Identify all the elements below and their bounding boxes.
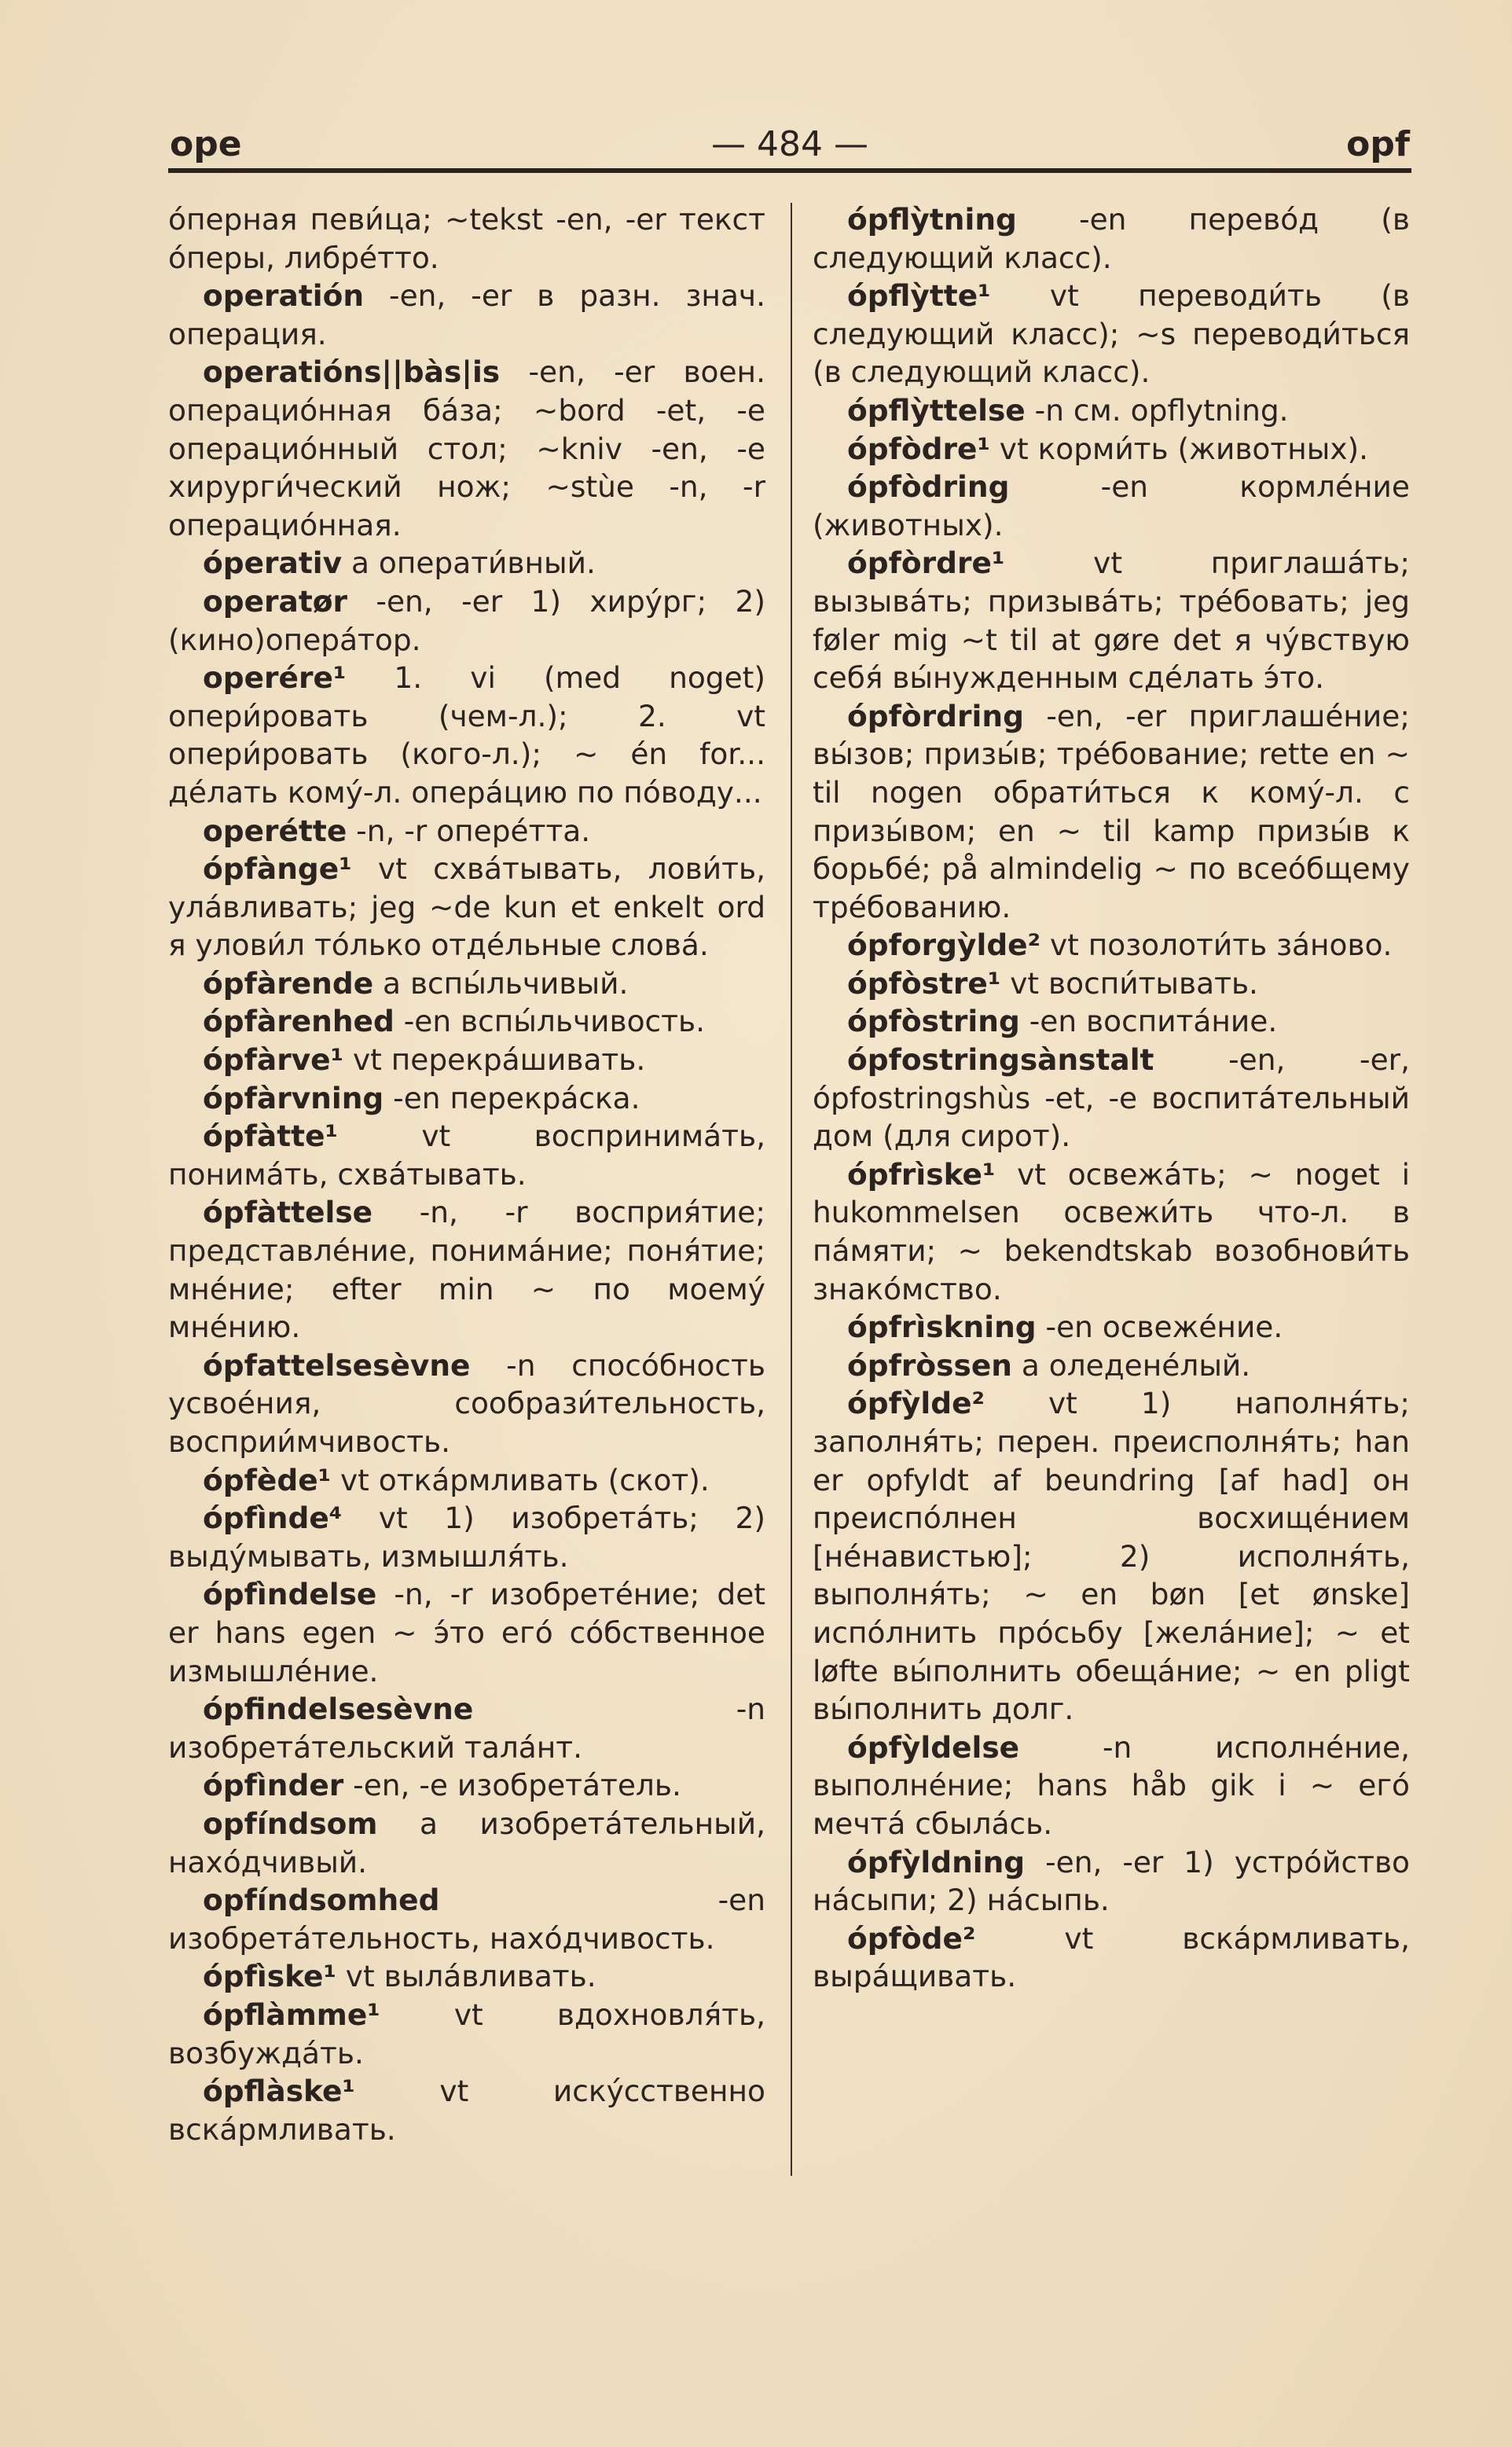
entry-definition: -en воспита́ние. bbox=[1019, 1004, 1278, 1039]
entry-definition: vt вска́рмливать, выра́щивать. bbox=[813, 1920, 1410, 1994]
dictionary-entry bbox=[168, 2072, 765, 2148]
entry-headword: operétte bbox=[203, 813, 347, 848]
left-column bbox=[168, 200, 765, 2148]
entry-definition: -en, -er 1) хиру́рг; 2) (кино)опера́тор. bbox=[168, 583, 765, 657]
dictionary-entry bbox=[168, 1575, 765, 1690]
dictionary-entry bbox=[168, 1996, 765, 2072]
entry-definition: -n исполне́ние, выполне́ние; hans håb gik i ~ его́ мечта́ сбыла́сь. bbox=[813, 1729, 1410, 1841]
entry-definition: a операти́вный. bbox=[342, 546, 596, 581]
dictionary-entry bbox=[168, 544, 765, 582]
dictionary-entry bbox=[168, 1193, 765, 1346]
entry-headword: ópfàrvning bbox=[203, 1080, 384, 1115]
entry-definition: -en изобрета́тельность, нахо́дчивость. bbox=[168, 1883, 765, 1956]
dictionary-entry bbox=[168, 1347, 765, 1461]
entry-headword: ópfỳlde² bbox=[847, 1386, 985, 1421]
entry-definition: -en перево́д (в следующий класс). bbox=[813, 202, 1410, 275]
entry-headword: ópfìnde⁴ bbox=[203, 1501, 343, 1536]
dictionary-entry bbox=[813, 1308, 1410, 1347]
dictionary-entry bbox=[813, 1041, 1410, 1156]
entry-headword: ópfàrende bbox=[203, 965, 374, 1001]
dictionary-entry bbox=[813, 277, 1410, 391]
dictionary-entry bbox=[168, 1957, 765, 1996]
entry-headword: operatør bbox=[203, 583, 348, 619]
entry-headword: ópfìnder bbox=[203, 1768, 344, 1803]
column-divider bbox=[791, 203, 792, 2176]
entry-definition: 1. vi (med noget) опери́ровать (чем-л.); 2. vt опери́ровать (кого-л.); ~ én for... де́лать кому́-л. опера́цию по по́воду... bbox=[168, 660, 765, 810]
entry-headword: ópfrìske¹ bbox=[847, 1156, 996, 1192]
page-header bbox=[170, 124, 1410, 171]
entry-definition: vt корми́ть (животных). bbox=[989, 431, 1369, 466]
entry-definition: -n спосо́бность усвое́ния, сообрази́тельность, восприи́мчивость. bbox=[168, 1347, 765, 1459]
dictionary-entry bbox=[813, 391, 1410, 430]
entry-definition: -en перекра́ска. bbox=[384, 1080, 640, 1115]
entry-headword: ópfỳldelse bbox=[847, 1729, 1020, 1765]
dictionary-entry bbox=[813, 200, 1410, 277]
dictionary-entry bbox=[168, 277, 765, 353]
entry-definition: -en, -er, ópfostringshùs -et, -e воспита́тельный дом (для сирот). bbox=[813, 1042, 1410, 1154]
dictionary-entry bbox=[168, 850, 765, 964]
dictionary-entry bbox=[168, 659, 765, 811]
entry-headword: ópfàrenhed bbox=[203, 1004, 395, 1039]
entry-headword: ópflàske¹ bbox=[203, 2074, 355, 2109]
dictionary-entry bbox=[168, 582, 765, 659]
dictionary-entry bbox=[813, 1347, 1410, 1385]
entry-definition: a изобрета́тельный, нахо́дчивый. bbox=[168, 1806, 765, 1879]
dictionary-entry bbox=[813, 544, 1410, 696]
entry-definition: -n см. opflytning. bbox=[1025, 392, 1289, 428]
dictionary-entry bbox=[813, 1156, 1410, 1308]
dictionary-entry bbox=[168, 812, 765, 851]
entry-headword: operatión bbox=[203, 278, 365, 314]
dictionary-entry bbox=[813, 964, 1410, 1003]
entry-headword: óperativ bbox=[203, 546, 343, 581]
dictionary-entry bbox=[813, 1729, 1410, 1843]
dictionary-entry bbox=[168, 1117, 765, 1193]
entry-definition: vt освежа́ть; ~ noget i hukommelsen освежи́ть что-л. в па́мяти; ~ bekendtskab возобнови́ть знако́мство. bbox=[813, 1156, 1410, 1306]
entry-headword: ópfòdre¹ bbox=[847, 431, 990, 466]
entry-definition: -en, -er приглаше́ние; вы́зов; призы́в; тре́бование; rette en ~ til nogen обрати́ться к кому́-л. с призы́вом; en ~ til kamp призы́в к борьбе́; på almindelig ~ по всео́бщему тре́бованию. bbox=[813, 698, 1410, 924]
entry-headword: ópfindelsesèvne bbox=[203, 1692, 474, 1727]
entry-headword: ópflỳtte¹ bbox=[847, 278, 991, 314]
entry-definition: vt переводи́ть (в следующий класс); ~s переводи́ться (в следующий класс). bbox=[813, 278, 1410, 390]
entry-definition: vt иску́сственно вска́рмливать. bbox=[168, 2074, 765, 2147]
header-right-guide-word: opf bbox=[1346, 124, 1410, 164]
dictionary-entry bbox=[813, 697, 1410, 927]
header-left-guide-word: ope bbox=[170, 124, 242, 164]
dictionary-entry bbox=[168, 1766, 765, 1805]
dictionary-entry bbox=[168, 1690, 765, 1766]
entry-definition: -n изобрета́тельский тала́нт. bbox=[168, 1692, 765, 1765]
entry-definition: -en, -e изобрета́тель. bbox=[343, 1768, 681, 1803]
entry-headword: ópflỳtning bbox=[847, 202, 1017, 237]
dictionary-entry bbox=[168, 1079, 765, 1118]
dictionary-entry bbox=[168, 1041, 765, 1079]
entry-definition: vt выла́вливать. bbox=[336, 1959, 596, 1994]
entry-definition: vt воспринима́ть, понима́ть, схва́тывать. bbox=[168, 1119, 765, 1192]
dictionary-entry bbox=[168, 200, 765, 277]
entry-headword: ópfòstring bbox=[847, 1004, 1020, 1039]
entry-headword: ópfìndelse bbox=[203, 1577, 377, 1612]
entry-headword: ópfìske¹ bbox=[203, 1959, 336, 1994]
dictionary-entry bbox=[813, 1843, 1410, 1920]
page-number: — 484 — bbox=[711, 124, 868, 164]
entry-definition: óперная певи́ца; ~tekst -en, -er текст óперы, либрéтто. bbox=[168, 202, 765, 275]
entry-headword: ópforgỳlde² bbox=[847, 928, 1041, 963]
dictionary-entry bbox=[168, 964, 765, 1003]
entry-headword: ópfòdring bbox=[847, 469, 1010, 505]
entry-definition: vt приглаша́ть; вызыва́ть; призыва́ть; тре́бовать; jeg føler mig ~t til at gøre det я чу́вствую себя́ вы́нужденным сде́лать э́то. bbox=[813, 546, 1410, 696]
entry-headword: ópfỳldning bbox=[847, 1844, 1026, 1879]
entry-definition: -n, -r изобрете́ние; det er hans egen ~ э́то его́ со́бственное измышле́ние. bbox=[168, 1577, 765, 1688]
dictionary-entry bbox=[813, 1384, 1410, 1728]
entry-definition: a оледене́лый. bbox=[1011, 1347, 1251, 1383]
dictionary-entry bbox=[813, 926, 1410, 964]
dictionary-entry bbox=[168, 353, 765, 544]
entry-definition: -en, -er 1) устро́йство на́сыпи; 2) на́сыпь. bbox=[813, 1844, 1410, 1918]
dictionary-entry bbox=[813, 1920, 1410, 1996]
entry-headword: ópfàttelse bbox=[203, 1195, 373, 1230]
right-column bbox=[813, 200, 1410, 1996]
entry-headword: ópfàrve¹ bbox=[203, 1042, 344, 1078]
dictionary-entry bbox=[168, 1499, 765, 1575]
entry-definition: vt схва́тывать, лови́ть, ула́вливать; jeg ~de kun et enkelt ord я улови́л то́лько отде́льные слова́. bbox=[168, 851, 765, 963]
entry-headword: ópfròssen bbox=[847, 1347, 1012, 1383]
dictionary-entry bbox=[168, 1461, 765, 1500]
entry-headword: ópflàmme¹ bbox=[203, 1997, 380, 2032]
header-rule bbox=[168, 168, 1411, 173]
entry-headword: operatións||bàs|is bbox=[203, 355, 501, 390]
entry-headword: ópfòrdring bbox=[847, 698, 1024, 733]
entry-headword: opfíndsomhed bbox=[203, 1883, 440, 1918]
dictionary-entry bbox=[813, 1002, 1410, 1041]
entry-definition: vt вдохновля́ть, возбужда́ть. bbox=[168, 1997, 765, 2070]
entry-definition: vt 1) наполня́ть; заполня́ть; перен. преисполня́ть; han er opfyldt af beundring [af had] он преиспо́лнен восхище́нием [не́навистью]; 2) исполня́ть, выполня́ть; ~ en bøn [et ønske] испо́лнить про́сьбу [жела́ние]; ~ et løfte вы́полнить обеща́ние; ~ en pligt вы́полнить долг. bbox=[813, 1386, 1410, 1727]
entry-headword: ópfòrdre¹ bbox=[847, 546, 1005, 581]
entry-definition: vt 1) изобрета́ть; 2) выду́мывать, измышля́ть. bbox=[168, 1501, 765, 1574]
entry-definition: vt воспи́тывать. bbox=[1000, 965, 1258, 1001]
entry-definition: vt отка́рмливать (скот). bbox=[331, 1462, 710, 1497]
entry-headword: ópfòde² bbox=[847, 1920, 976, 1956]
entry-headword: ópfrìskning bbox=[847, 1310, 1037, 1345]
entry-definition: -n, -r восприя́тие; представле́ние, понима́ние; поня́тие; мне́ние; efter min ~ по моему́ мне́нию. bbox=[168, 1195, 765, 1345]
entry-definition: vt перекра́шивать. bbox=[343, 1042, 646, 1078]
entry-headword: ópfàtte¹ bbox=[203, 1119, 338, 1154]
entry-headword: ópfànge¹ bbox=[203, 851, 352, 887]
entry-definition: -en освеже́ние. bbox=[1036, 1310, 1283, 1345]
entry-headword: opfíndsom bbox=[203, 1806, 378, 1841]
entry-definition: -en вспы́льчивость. bbox=[394, 1004, 706, 1039]
dictionary-entry bbox=[168, 1002, 765, 1041]
entry-definition: -en кормле́ние (животных). bbox=[813, 469, 1410, 542]
dictionary-entry bbox=[168, 1881, 765, 1957]
entry-definition: -en, -er воен. операцио́нная ба́за; ~bord -et, -e операцио́нный стол; ~kniv -en, -e хирурги́ческий нож; ~stùe -n, -r операцио́нная. bbox=[168, 355, 765, 542]
entry-headword: ópfède¹ bbox=[203, 1462, 332, 1497]
dictionary-entry bbox=[168, 1805, 765, 1881]
entry-headword: ópfostringsànstalt bbox=[847, 1042, 1154, 1078]
entry-definition: a вспы́льчивый. bbox=[373, 965, 629, 1001]
dictionary-entry bbox=[813, 468, 1410, 544]
entry-definition: vt позолоти́ть за́ново. bbox=[1040, 928, 1393, 963]
entry-headword: ópfòstre¹ bbox=[847, 965, 1001, 1001]
entry-definition: -n, -r опере́тта. bbox=[347, 813, 591, 848]
entry-headword: operére¹ bbox=[203, 660, 347, 696]
entry-headword: ópfattelsesèvne bbox=[203, 1347, 471, 1383]
entry-definition: -en, -er в разн. знач. операция. bbox=[168, 278, 765, 351]
dictionary-entry bbox=[813, 430, 1410, 468]
entry-headword: ópflỳttelse bbox=[847, 392, 1026, 428]
